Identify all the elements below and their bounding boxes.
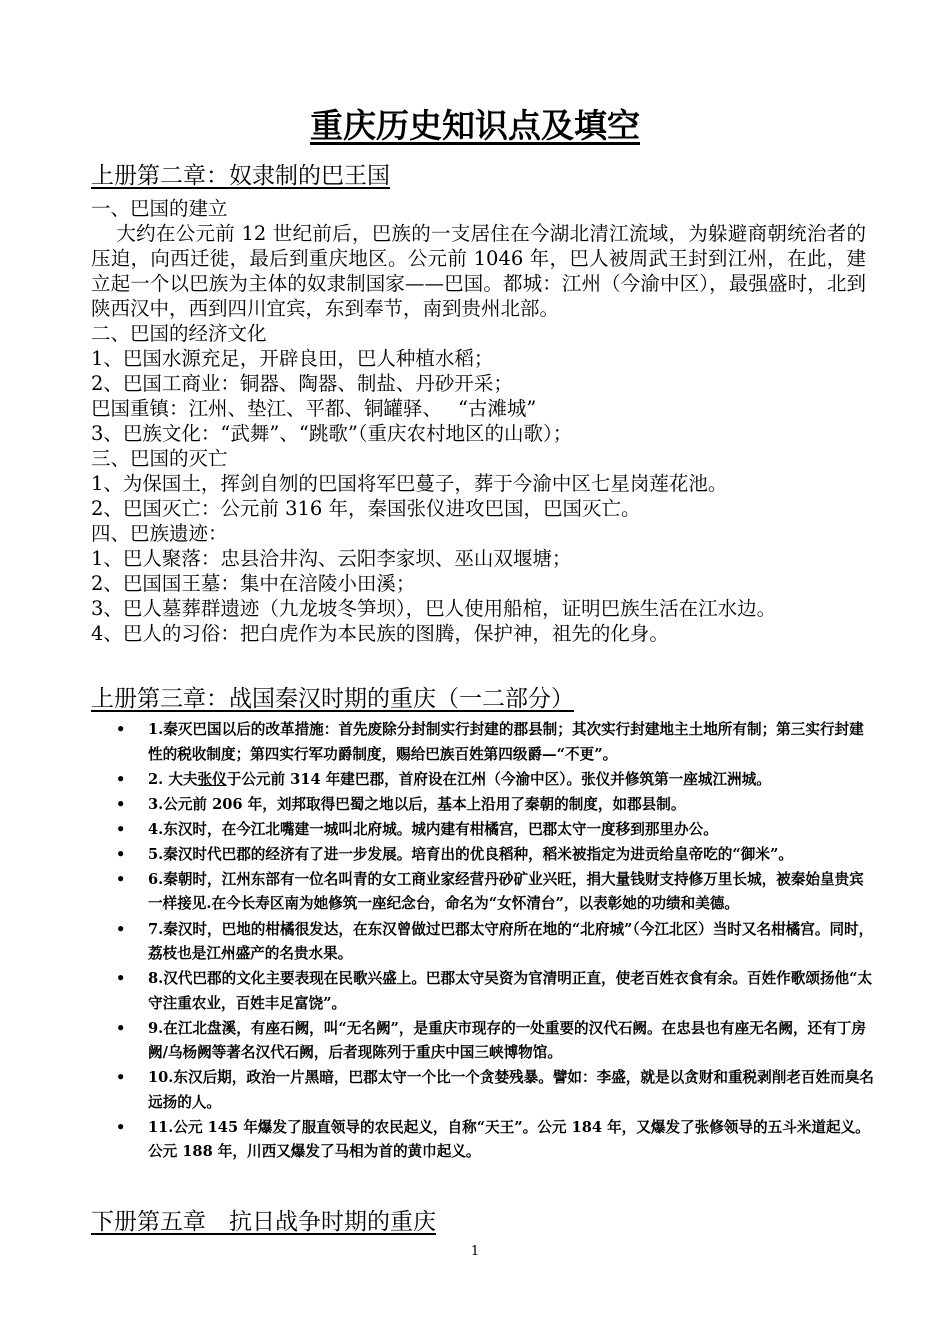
chapter2-subheading: 二、巴国的经济文化 bbox=[91, 322, 267, 345]
list-item bbox=[116, 1116, 876, 1165]
chapter2-line: 1、为保国土，挥剑自刎的巴国将军巴蔓子，葬于今渝中区七星岗莲花池。 bbox=[91, 472, 728, 495]
list-item-text: 于公元前 314 年建巴郡，首府设在江州（今渝中区）。张仪并修筑第一座城江洲城。 bbox=[226, 770, 771, 788]
chapter2-heading: 上册第二章：奴隶制的巴王国 bbox=[91, 163, 390, 189]
list-item-text: 4.东汉时，在今江北嘴建一城叫北府城。城内建有柑橘宫，巴郡太守一度移到那里办公。 bbox=[148, 820, 718, 838]
bullet-icon: • bbox=[116, 920, 126, 938]
chapter2-line: 3、巴族文化：“武舞”、“跳歌”（重庆农村地区的山歌）； bbox=[91, 422, 573, 445]
list-item bbox=[116, 793, 876, 818]
chapter3-list bbox=[116, 718, 876, 1166]
chapter2-line: 2、巴国国王墓：集中在涪陵小田溪； bbox=[91, 572, 416, 595]
chapter2-line: 3、巴人墓葬群遗迹（九龙坡冬笋坝），巴人使用船棺，证明巴族生活在江水边。 bbox=[91, 597, 777, 620]
bullet-icon: • bbox=[116, 1069, 126, 1087]
bullet-icon: • bbox=[116, 795, 126, 813]
list-item-text: 6.秦朝时，江州东部有一位名叫青的女工商业家经营丹砂矿业兴旺，捐大量钱财支持修万里长城，被秦始皇贵宾一样接见.在今长寿区南为她修筑一座纪念台，命名为“女怀清台”，以表彰她的功绩和美德。 bbox=[148, 870, 864, 913]
chapter2-line: 1、巴国水源充足，开辟良田，巴人种植水稻； bbox=[91, 347, 494, 370]
chapter2-paragraph: 大约在公元前 12 世纪前后，巴族的一支居住在今湖北清江流域，为躲避商朝统治者的压迫，向西迁徙，最后到重庆地区。公元前 1046 年，巴人被周武王封到江州，在此，建立起一个以巴族为主体的奴隶制国家——巴国。都城：江州（今渝中区），最强盛时，北到陕西汉中，西到四川宜宾，东到奉节，南到贵州北部。 bbox=[91, 222, 866, 320]
document-title-text: 重庆历史知识点及填空 bbox=[310, 106, 640, 145]
bullet-icon: • bbox=[116, 820, 126, 838]
list-item-text: 11.公元 145 年爆发了服直领导的农民起义，自称“天王”。公元 184 年，又爆发了张修领导的五斗米道起义。公元 188 年，川西又爆发了马相为首的黄巾起义。 bbox=[148, 1118, 870, 1161]
chapter2-body bbox=[91, 196, 866, 646]
chapter2-line: 巴国重镇：江州、垫江、平都、铜罐驿、 “古滩城” bbox=[91, 397, 537, 420]
list-item bbox=[116, 868, 876, 917]
list-item bbox=[116, 718, 876, 767]
list-item bbox=[116, 768, 876, 793]
list-item bbox=[116, 818, 876, 843]
list-item-text: 1.秦灭巴国以后的改革措施：首先废除分封制实行封建的郡县制；其次实行封建地主土地所有制；第三实行封建性的税收制度；第四实行军功爵制度，赐给巴族百姓第四级爵—“不更”。 bbox=[148, 721, 864, 763]
document-title bbox=[0, 100, 950, 147]
list-item-text: 5.秦汉时代巴郡的经济有了进一步发展。培育出的优良稻种，稻米被指定为进贡给皇帝吃的“御米”。 bbox=[148, 845, 793, 863]
list-item-text: 2. 大夫 bbox=[148, 770, 198, 788]
list-item bbox=[116, 1017, 876, 1066]
chapter2-subheading: 四、巴族遗迹： bbox=[91, 522, 228, 545]
list-item bbox=[116, 1066, 876, 1115]
chapter2-line: 2、巴国工商业：铜器、陶器、制盐、丹砂开采； bbox=[91, 372, 513, 395]
bullet-icon: • bbox=[116, 1118, 126, 1136]
list-item bbox=[116, 967, 876, 1016]
list-item-text: 8.汉代巴郡的文化主要表现在民歌兴盛上。巴郡太守吴资为官清明正直，使老百姓衣食有余。百姓作歌颂扬他“太守注重农业，百姓丰足富饶”。 bbox=[148, 970, 873, 1012]
chapter2-line: 1、巴人聚落：忠县洽井沟、云阳李家坝、巫山双堰塘； bbox=[91, 547, 572, 570]
bullet-icon: • bbox=[116, 721, 126, 738]
list-item-text: 3.公元前 206 年，刘邦取得巴蜀之地以后，基本上沿用了秦朝的制度，如郡县制。 bbox=[148, 795, 686, 813]
chapter2-subheading: 三、巴国的灭亡 bbox=[91, 447, 228, 470]
list-item-text: 10.东汉后期，政治一片黑暗，巴郡太守一个比一个贪婪残暴。譬如：李盛，就是以贪财和重税剥削老百姓而臭名远扬的人。 bbox=[148, 1069, 874, 1111]
bullet-icon: • bbox=[116, 770, 126, 788]
list-item bbox=[116, 918, 876, 967]
list-item bbox=[116, 843, 876, 868]
bullet-icon: • bbox=[116, 845, 126, 863]
chapter2-line: 4、巴人的习俗：把白虎作为本民族的图腾，保护神，祖先的化身。 bbox=[91, 622, 669, 645]
page-number: 1 bbox=[470, 1244, 480, 1259]
chapter2-line: 2、巴国灭亡：公元前 316 年，秦国张仪进攻巴国，巴国灭亡。 bbox=[91, 497, 641, 520]
chapter2-subheading: 一、巴国的建立 bbox=[91, 197, 228, 220]
chapter5-heading: 下册第五章 抗日战争时期的重庆 bbox=[91, 1209, 436, 1235]
underlined-name: 张仪 bbox=[197, 770, 227, 788]
bullet-icon: • bbox=[116, 870, 126, 888]
chapter3-heading: 上册第三章：战国秦汉时期的重庆（一二部分） bbox=[91, 686, 574, 712]
list-item-text: 9.在江北盘溪，有座石阙，叫“无名阙”，是重庆市现存的一处重要的汉代石阙。在忠县也有座无名阙，还有丁房阙/乌杨阙等著名汉代石阙，后者现陈列于重庆中国三峡博物馆。 bbox=[148, 1019, 866, 1062]
bullet-icon: • bbox=[116, 970, 126, 988]
bullet-icon: • bbox=[116, 1019, 126, 1037]
list-item-text: 7.秦汉时，巴地的柑橘很发达，在东汉曾做过巴郡太守府所在地的“北府城”（今江北区）当时又名柑橘宫。同时，荔枝也是江州盛产的名贵水果。 bbox=[148, 920, 874, 963]
